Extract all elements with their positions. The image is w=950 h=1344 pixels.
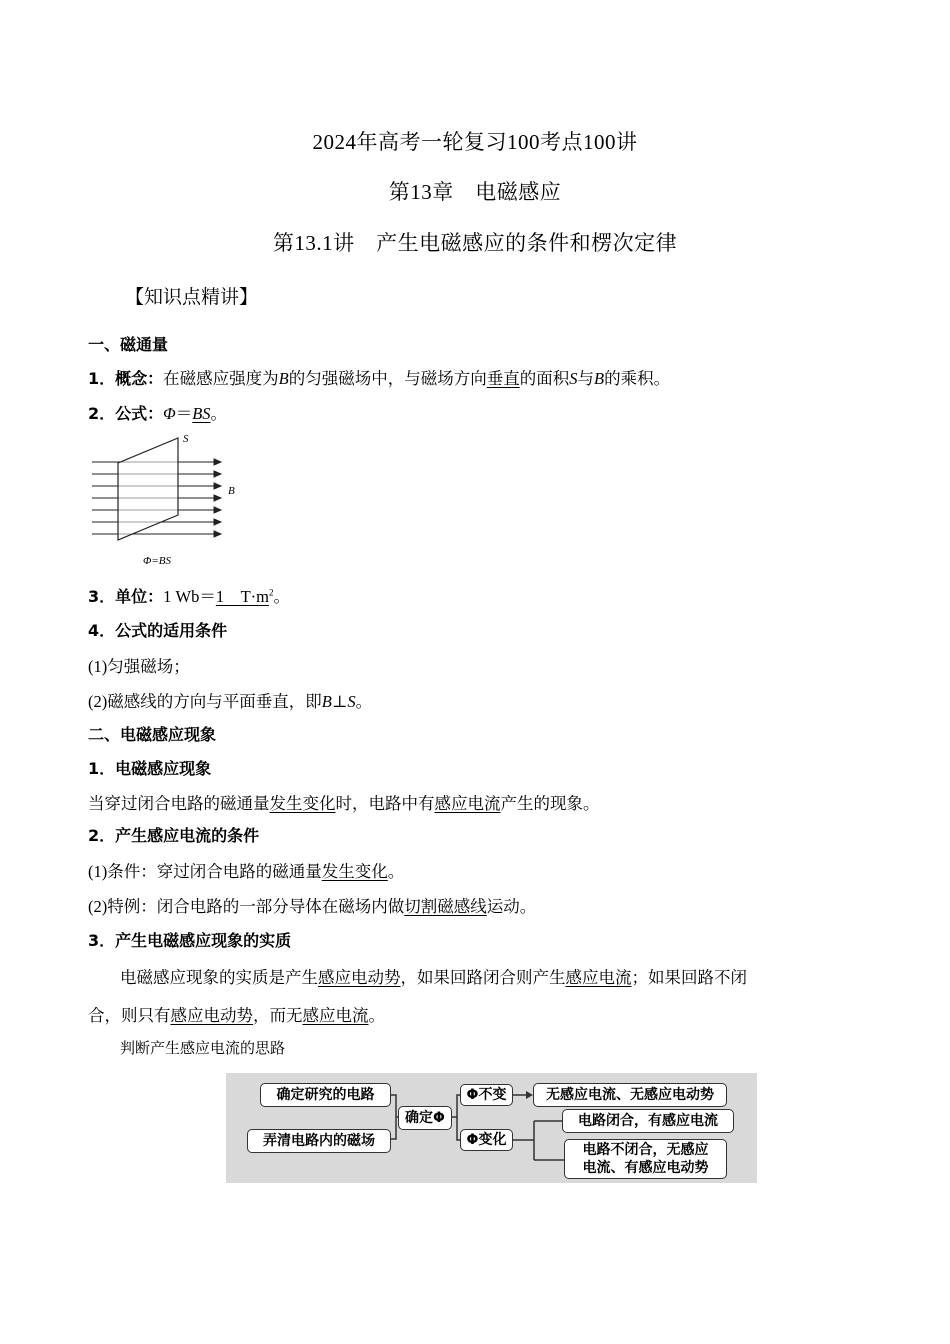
magnetic-flux-figure <box>88 430 248 570</box>
condition-1: (1)匀强磁场； <box>88 657 190 676</box>
flow-box-determine-phi: 确定Φ <box>398 1106 452 1130</box>
condition-2: (2)磁感线的方向与平面垂直，即B⊥S。 <box>88 692 373 711</box>
concept-line: 1．概念：在磁感应强度为B的匀强磁场中，与磁场方向垂直的面积S与B的乘积。 <box>88 369 671 388</box>
flow-box-phi-unchanged: Φ不变 <box>460 1084 513 1106</box>
essence-heading: 3．产生电磁感应现象的实质 <box>88 931 292 950</box>
flow-box-phi-changes: Φ变化 <box>460 1129 513 1151</box>
figure-formula: Φ=BS <box>143 555 172 567</box>
flow-box-determine-circuit: 确定研究的电路 <box>260 1083 391 1107</box>
flow-box-identify-field: 弄清电路内的磁场 <box>247 1129 391 1153</box>
flowchart <box>226 1073 757 1183</box>
essence-text-line1: 电磁感应现象的实质是产生感应电动势，如果回路闭合则产生感应电流；如果回路不闭 <box>120 968 747 987</box>
document-title: 2024年高考一轮复习100考点100讲 <box>312 130 638 154</box>
flowchart-caption: 判断产生感应电流的思路 <box>120 1039 286 1057</box>
heading-em-induction: 二、电磁感应现象 <box>88 725 217 744</box>
current-conditions-heading: 2．产生感应电流的条件 <box>88 826 260 845</box>
current-condition-2: (2)特例：闭合电路的一部分导体在磁场内做切割磁感线运动。 <box>88 897 537 916</box>
essence-text-line2: 合，则只有感应电动势，而无感应电流。 <box>88 1006 385 1025</box>
conditions-heading: 4．公式的适用条件 <box>88 621 228 640</box>
chapter-title: 第13章 电磁感应 <box>388 180 562 204</box>
unit-line: 3．单位：1 Wb＝1 $T\cdot m^2$。 <box>88 587 291 606</box>
flow-box-closed-circuit: 电路闭合，有感应电流 <box>562 1109 734 1133</box>
flow-box-no-induction: 无感应电流、无感应电动势 <box>533 1083 727 1107</box>
phenomenon-heading: 1．电磁感应现象 <box>88 759 212 778</box>
flow-box-open-circuit: 电路不闭合，无感应 电流、有感应电动势 <box>564 1139 727 1179</box>
lecture-title: 第13.1讲 产生电磁感应的条件和楞次定律 <box>272 231 678 255</box>
figure-label-b: B <box>228 485 235 497</box>
figure-label-s: S <box>183 433 189 445</box>
current-condition-1: (1)条件：穿过闭合电路的磁通量发生变化。 <box>88 862 405 881</box>
formula-line: 2．公式：Φ＝BS。 <box>88 404 228 423</box>
section-label: 【知识点精讲】 <box>125 287 259 308</box>
heading-magnetic-flux: 一、磁通量 <box>88 335 169 354</box>
phenomenon-text: 当穿过闭合电路的磁通量发生变化时，电路中有感应电流产生的现象。 <box>88 794 600 813</box>
